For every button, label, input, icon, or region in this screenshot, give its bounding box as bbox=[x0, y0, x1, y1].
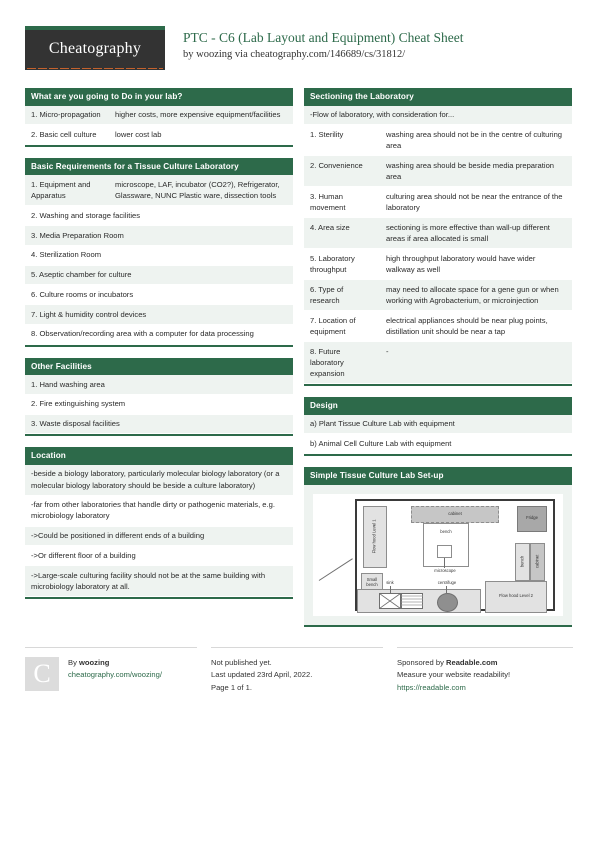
table-row bbox=[25, 175, 293, 206]
table-row bbox=[304, 311, 572, 342]
small-bench-label: Small bench bbox=[366, 576, 378, 587]
list-item bbox=[25, 566, 293, 597]
table-row bbox=[304, 187, 572, 218]
footer-sponsor-link[interactable]: https://readable.com bbox=[397, 682, 466, 692]
list-item bbox=[25, 527, 293, 547]
fridge-label: Fridge bbox=[526, 515, 538, 521]
row-key: 8. Future laboratory expansion bbox=[310, 346, 345, 378]
row-key: 1. Sterility bbox=[310, 129, 344, 139]
room-outline bbox=[355, 499, 555, 611]
table-row bbox=[304, 280, 572, 311]
section-title-do-in-lab: What are you going to Do in your lab? bbox=[25, 88, 293, 106]
left-column bbox=[25, 88, 293, 638]
list-item-text: ->Large-scale culturing facility should not be at the same building with microbiology laboratory at all. bbox=[31, 570, 266, 591]
row-value: microscope, LAF, incubator (CO2?), Refrigerator, Glassware, NUNC Plastic ware, dissection tools bbox=[115, 179, 280, 201]
list-item bbox=[304, 434, 572, 454]
page-title: PTC - C6 (Lab Layout and Equipment) Cheat Sheet bbox=[183, 30, 464, 45]
footer-sponsor-name[interactable]: Readable.com bbox=[445, 657, 498, 667]
list-item-text: 3. Media Preparation Room bbox=[31, 230, 124, 240]
byline-middle: via bbox=[232, 48, 251, 60]
list-item bbox=[304, 106, 572, 126]
list-item bbox=[25, 206, 293, 226]
footer-author-line bbox=[68, 657, 162, 670]
cheatography-logo[interactable] bbox=[25, 26, 165, 70]
footer-last-updated: Last updated 23rd April, 2022. bbox=[211, 670, 313, 680]
footer-author-text bbox=[68, 657, 162, 695]
sink-leader-line bbox=[390, 586, 391, 593]
list-item-text: 3. Waste disposal facilities bbox=[31, 419, 120, 429]
list-item-text: ->Could be positioned in different ends of a building bbox=[31, 531, 205, 541]
table-row bbox=[25, 106, 293, 126]
section-title-location: Location bbox=[25, 447, 293, 465]
bench-center-label: bench bbox=[440, 528, 452, 534]
footer-publish-status: Not published yet. bbox=[211, 657, 272, 667]
centrifuge-label: centrifuge bbox=[437, 579, 457, 585]
list-item-text: a) Plant Tissue Culture Lab with equipment bbox=[310, 419, 455, 429]
section-title-sectioning: Sectioning the Laboratory bbox=[304, 88, 572, 106]
centrifuge-shape bbox=[437, 593, 458, 612]
flow-hood-level-2 bbox=[485, 581, 547, 613]
table-row bbox=[304, 249, 572, 280]
list-item-text: 2. Washing and storage facilities bbox=[31, 210, 141, 220]
row-key: 2. Basic cell culture bbox=[31, 129, 97, 139]
lab-floorplan bbox=[313, 494, 563, 616]
list-item-text: 4. Sterilization Room bbox=[31, 250, 102, 260]
list-item bbox=[25, 415, 293, 435]
table-row bbox=[304, 342, 572, 384]
footer-sponsor-line bbox=[397, 657, 573, 670]
section-basic-requirements bbox=[25, 158, 293, 347]
table-row bbox=[304, 125, 572, 156]
footer-sponsor-label: Sponsored by bbox=[397, 657, 446, 667]
microscope-label: microscope bbox=[434, 567, 456, 573]
list-item-text: 8. Observation/recording area with a computer for data processing bbox=[31, 329, 254, 339]
list-item bbox=[25, 226, 293, 246]
flow-hood-level-2-label: Flow hood Level 2 bbox=[499, 593, 533, 599]
list-item-text: -beside a biology laboratory, particularly molecular biology laboratory (or a molecular biology laboratory should be beside a culture laboratory) bbox=[31, 469, 280, 490]
sink-label: sink bbox=[386, 579, 394, 585]
cabinet-top bbox=[411, 506, 499, 523]
row-key: 3. Human movement bbox=[310, 191, 346, 212]
footer-sponsor-block bbox=[397, 647, 573, 695]
right-column bbox=[304, 88, 572, 638]
list-item-text: 5. Aseptic chamber for culture bbox=[31, 270, 132, 280]
byline bbox=[183, 49, 463, 60]
list-item bbox=[25, 325, 293, 345]
title-block bbox=[183, 26, 463, 60]
row-key: 2. Convenience bbox=[310, 160, 363, 170]
list-item-text: 2. Fire extinguishing system bbox=[31, 399, 126, 409]
cabinet-top-label: cabinet bbox=[448, 510, 462, 516]
cabinet-right bbox=[530, 543, 545, 581]
row-value: may need to allocate space for a gene gun or when working with Agrobacterium, or microinjection bbox=[386, 284, 559, 305]
byline-source-link[interactable]: cheatography.com/146689/cs/31812/ bbox=[250, 48, 406, 60]
microscope-box bbox=[437, 545, 452, 558]
footer-by-label: By bbox=[68, 657, 79, 667]
list-item-text: -far from other laboratories that handle dirty or pathogenic materials, e.g. microbiology laboratory bbox=[31, 500, 275, 521]
list-item bbox=[25, 305, 293, 325]
list-item bbox=[304, 415, 572, 435]
row-key: 1. Micro-propagation bbox=[31, 110, 101, 119]
table-row bbox=[25, 125, 293, 145]
row-value: - bbox=[386, 346, 389, 356]
section-sectioning-laboratory bbox=[304, 88, 572, 386]
fridge bbox=[517, 506, 547, 532]
byline-prefix: by bbox=[183, 48, 197, 60]
list-item bbox=[25, 496, 293, 527]
row-key: 1. Equipment and Apparatus bbox=[31, 179, 91, 201]
section-title-basic-requirements: Basic Requirements for a Tissue Culture Laboratory bbox=[25, 158, 293, 176]
list-item-text: 1. Hand washing area bbox=[31, 379, 105, 389]
sink-icon bbox=[379, 593, 401, 609]
list-item bbox=[25, 395, 293, 415]
row-value: sectioning is more effective than wall-up different areas if area allocated is small bbox=[386, 222, 550, 243]
row-value: higher costs, more expensive equipment/facilities bbox=[115, 110, 281, 119]
list-item-text: 6. Culture rooms or incubators bbox=[31, 289, 134, 299]
content-columns bbox=[25, 88, 575, 638]
table-row bbox=[304, 156, 572, 187]
bench-right-label: bench bbox=[519, 555, 525, 568]
section-title-lab-setup: Simple Tissue Culture Lab Set-up bbox=[304, 467, 572, 485]
bench-right bbox=[515, 543, 530, 581]
row-key: 5. Laboratory throughput bbox=[310, 253, 355, 274]
byline-author[interactable]: woozing bbox=[196, 48, 233, 60]
diagram-container bbox=[304, 485, 572, 625]
section-lab-setup-diagram bbox=[304, 467, 572, 627]
footer-page-number: Page 1 of 1. bbox=[211, 682, 252, 692]
list-item bbox=[25, 285, 293, 305]
centrifuge-leader-line bbox=[446, 586, 447, 593]
microscope-leader-line bbox=[444, 558, 445, 568]
table-row bbox=[304, 218, 572, 249]
flow-hood-level-1-label: Flow hood Level 1 bbox=[371, 519, 377, 554]
row-value: culturing area should not be near the entrance of the laboratory bbox=[386, 191, 563, 212]
logo-wordmark: Cheatography bbox=[48, 40, 142, 57]
section-design bbox=[304, 397, 572, 456]
row-key: 6. Type of research bbox=[310, 284, 344, 305]
section-title-other-facilities: Other Facilities bbox=[25, 358, 293, 376]
section-do-in-lab bbox=[25, 88, 293, 147]
list-item bbox=[25, 465, 293, 496]
row-value: electrical appliances should be near plug points, distillation unit should be near a tap bbox=[386, 315, 548, 336]
row-key: 4. Area size bbox=[310, 222, 350, 232]
door-leader-line bbox=[319, 558, 353, 581]
list-item bbox=[25, 546, 293, 566]
section-other-facilities bbox=[25, 358, 293, 437]
row-key: 7. Location of equipment bbox=[310, 315, 356, 336]
list-item bbox=[25, 246, 293, 266]
row-value: high throughput laboratory would have wider walkway as well bbox=[386, 253, 536, 274]
page-footer bbox=[25, 647, 575, 695]
section-intro-text: -Flow of laboratory, with consideration for... bbox=[310, 110, 455, 119]
section-title-design: Design bbox=[304, 397, 572, 415]
flow-hood-level-1 bbox=[363, 506, 387, 568]
cabinet-right-label: cabinet bbox=[534, 554, 540, 569]
list-item-text: ->Or different floor of a building bbox=[31, 550, 136, 560]
drainboard-icon bbox=[401, 593, 423, 609]
footer-publish-block bbox=[211, 647, 383, 695]
list-item bbox=[25, 375, 293, 395]
avatar: C bbox=[25, 657, 59, 691]
logo-underline-decoration bbox=[27, 68, 163, 70]
section-location bbox=[25, 447, 293, 599]
row-value: washing area should be beside media preparation area bbox=[386, 160, 555, 181]
row-value: washing area should not be in the centre of culturing area bbox=[386, 129, 563, 150]
footer-author-block bbox=[25, 647, 197, 695]
footer-author-name[interactable]: woozing bbox=[78, 657, 110, 667]
list-item-text: 7. Light & humidity control devices bbox=[31, 309, 147, 319]
row-value: lower cost lab bbox=[115, 129, 162, 139]
list-item bbox=[25, 266, 293, 286]
list-item-text: b) Animal Cell Culture Lab with equipment bbox=[310, 438, 452, 448]
footer-author-link[interactable]: cheatography.com/woozing/ bbox=[68, 670, 162, 680]
footer-sponsor-tagline: Measure your website readability! bbox=[397, 670, 511, 680]
page-header bbox=[25, 26, 575, 82]
